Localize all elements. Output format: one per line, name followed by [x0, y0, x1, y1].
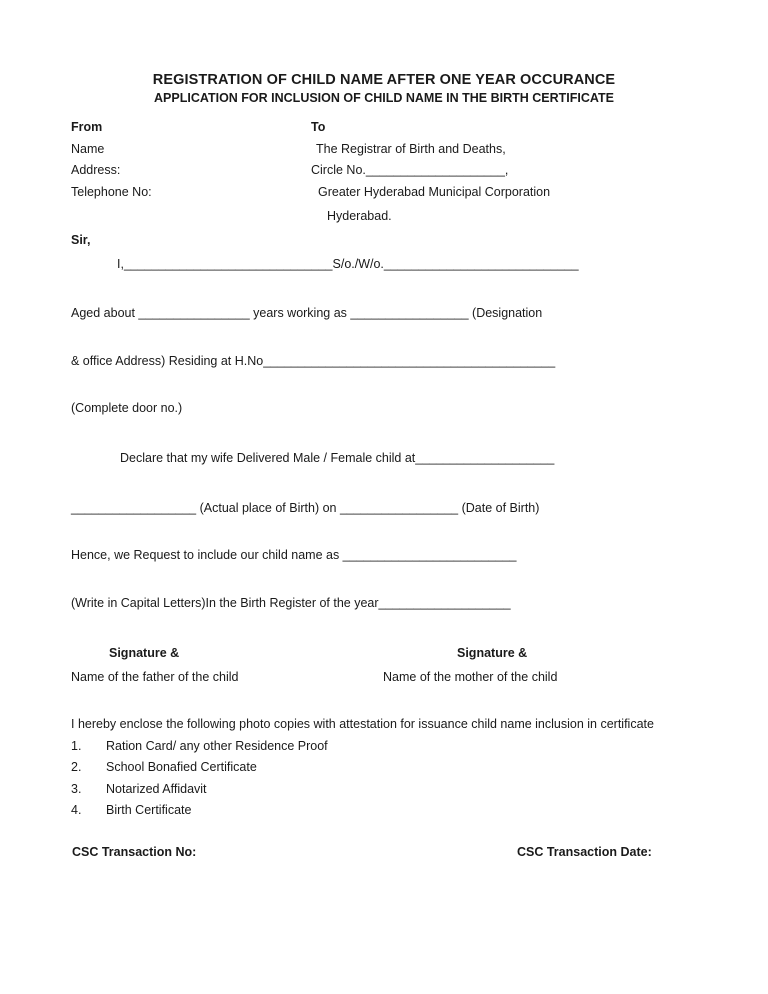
enclosures-intro: I hereby enclose the following photo copies with attestation for issuance child name inclusion in certificate — [71, 717, 654, 731]
from-telephone: Telephone No: — [71, 185, 152, 199]
mother-name-label: Name of the mother of the child — [383, 670, 558, 684]
to-heading: To — [311, 120, 326, 134]
body-line-2: Aged about ________________ years working as _________________ (Designation — [71, 306, 543, 320]
to-line-2: Circle No.____________________, — [311, 163, 509, 177]
from-heading: From — [71, 120, 103, 134]
enclosure-text: Ration Card/ any other Residence Proof — [106, 739, 328, 753]
enclosure-text: Notarized Affidavit — [106, 782, 207, 796]
from-name: Name — [71, 142, 105, 156]
enclosure-number: 2. — [71, 760, 82, 774]
document-title: REGISTRATION OF CHILD NAME AFTER ONE YEAR OCCURANCE — [152, 72, 616, 88]
enclosure-text: School Bonafied Certificate — [106, 760, 257, 774]
mother-signature-heading: Signature & — [457, 646, 528, 660]
body-line-7: Hence, we Request to include our child name as _________________________ — [71, 548, 517, 562]
father-name-label: Name of the father of the child — [71, 670, 239, 684]
salutation: Sir, — [71, 233, 91, 247]
csc-transaction-date: CSC Transaction Date: — [517, 845, 652, 859]
body-line-4: (Complete door no.) — [71, 401, 183, 415]
body-line-1: I,______________________________S/o./W/o.____________________________ — [117, 257, 579, 271]
body-line-3: & office Address) Residing at H.No__________________________________________ — [71, 354, 556, 368]
enclosure-number: 1. — [71, 739, 82, 753]
to-line-3: Greater Hyderabad Municipal Corporation — [318, 185, 551, 199]
enclosure-text: Birth Certificate — [106, 803, 192, 817]
enclosure-number: 4. — [71, 803, 82, 817]
document-subtitle: APPLICATION FOR INCLUSION OF CHILD NAME IN THE BIRTH CERTIFICATE — [154, 91, 614, 105]
father-signature-heading: Signature & — [109, 646, 180, 660]
csc-transaction-no: CSC Transaction No: — [72, 845, 197, 859]
from-address: Address: — [71, 163, 121, 177]
body-line-8: (Write in Capital Letters)In the Birth Register of the year___________________ — [71, 596, 511, 610]
to-line-4: Hyderabad. — [327, 209, 392, 223]
body-line-6: __________________ (Actual place of Birth) on _________________ (Date of Birth) — [71, 501, 540, 515]
to-line-1: The Registrar of Birth and Deaths, — [316, 142, 506, 156]
body-line-5: Declare that my wife Delivered Male / Female child at____________________ — [120, 451, 555, 465]
enclosure-number: 3. — [71, 782, 82, 796]
